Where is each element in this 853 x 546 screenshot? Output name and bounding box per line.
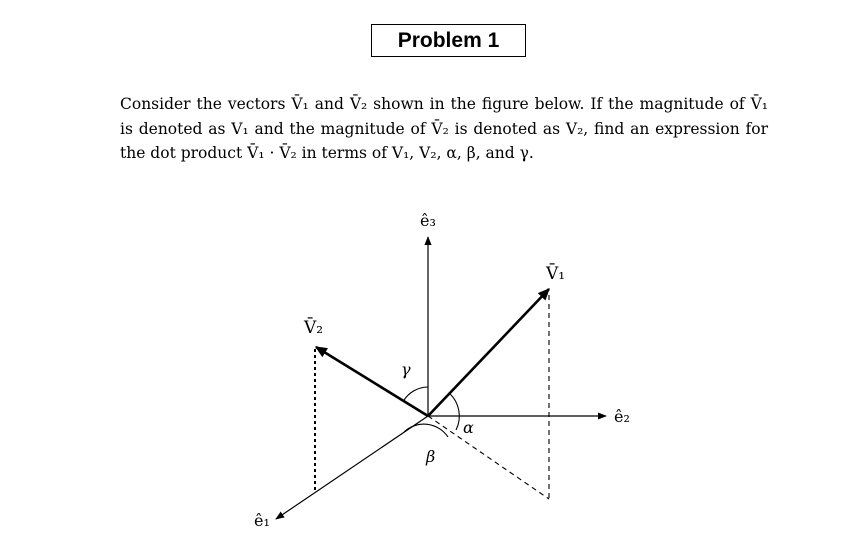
label-e2: ê₂ (614, 407, 630, 426)
vector-v2 (316, 347, 428, 416)
problem-statement: Consider the vectors V̄₁ and V̄₂ shown in the figure below. If the magnitude of V̄₁ is denoted as V₁ and the magnitude of V̄₂ is denoted as V₂, find an expression for the dot product V̄₁ · V̄₂ in terms of V₁, V₂, α, β, and γ. (120, 95, 768, 162)
arc-alpha (450, 393, 460, 430)
vector-v1 (428, 289, 549, 416)
projection-v1-base (428, 416, 549, 499)
arc-gamma (404, 387, 429, 401)
label-e3: ê₃ (420, 211, 436, 230)
label-e1: ê₁ (254, 511, 270, 530)
label-v2: V̄₂ (304, 318, 324, 338)
label-beta: β (426, 447, 436, 466)
arc-beta (404, 424, 448, 437)
label-alpha: α (463, 418, 474, 437)
problem-title: Problem 1 (371, 24, 526, 57)
label-gamma: γ (401, 360, 411, 379)
label-v1: V̄₁ (546, 264, 566, 284)
